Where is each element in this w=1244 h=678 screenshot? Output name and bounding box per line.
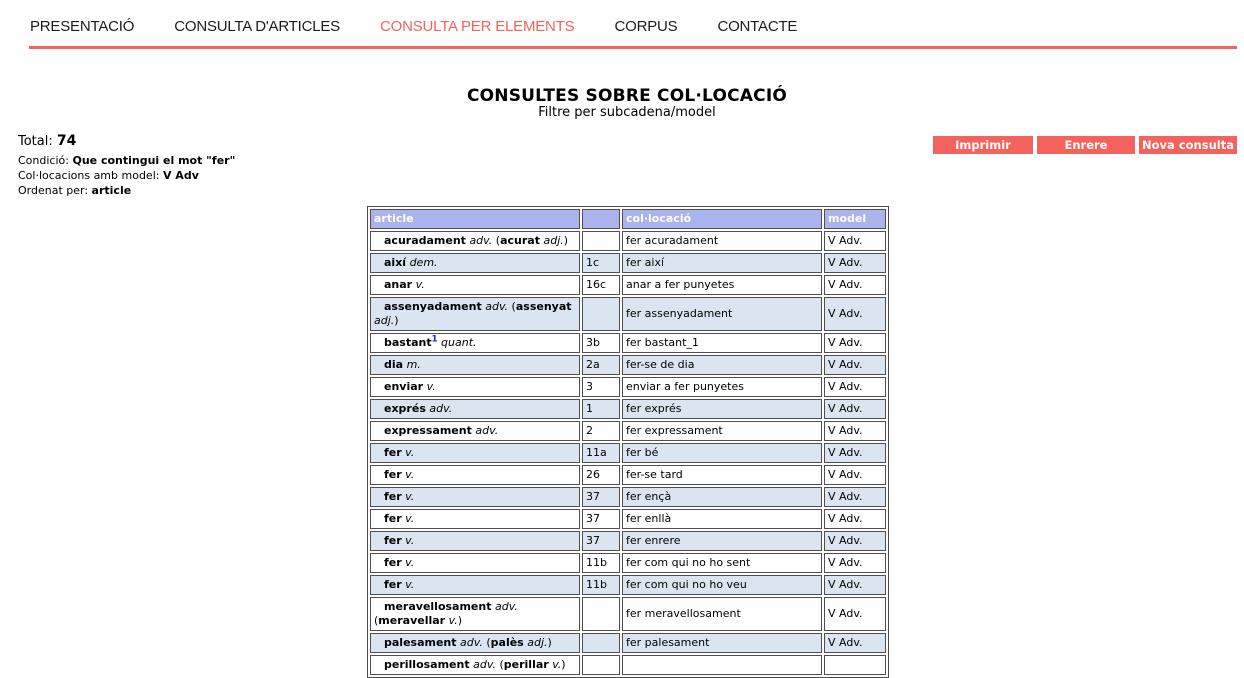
sense-cell: 1c [582, 253, 620, 273]
collocation-cell: fer com qui no ho sent [622, 553, 822, 573]
article-cell: enviar v. [370, 377, 580, 397]
table-row [370, 333, 886, 353]
sense-cell [582, 633, 620, 653]
results-table [367, 206, 889, 678]
summary-order-value: article [91, 184, 132, 197]
article-cell: fer v. [370, 553, 580, 573]
table-row [370, 575, 886, 595]
article-cell: anar v. [370, 275, 580, 295]
article-cell: fer v. [370, 443, 580, 463]
collocation-cell: fer exprés [622, 399, 822, 419]
sense-cell: 3 [582, 377, 620, 397]
model-cell [824, 655, 886, 675]
article-cell: bastant$^1$ quant. [370, 333, 580, 353]
toolbar [933, 136, 1237, 154]
table-row [370, 509, 886, 529]
table-row [370, 421, 886, 441]
table-row [370, 377, 886, 397]
results-table-body [370, 231, 886, 675]
sense-cell: 16c [582, 275, 620, 295]
collocation-cell: fer enllà [622, 509, 822, 529]
sense-cell [582, 597, 620, 631]
table-row [370, 465, 886, 485]
article-cell: assenyadament adv. (assenyat adj.) [370, 297, 580, 331]
collocation-cell [622, 655, 822, 675]
collocation-cell: fer així [622, 253, 822, 273]
summary-total-value: 74 [56, 133, 77, 149]
collocation-cell: fer assenyadament [622, 297, 822, 331]
col-header-article: article [370, 209, 580, 229]
summary-model-value: V Adv [162, 169, 199, 182]
sense-cell: 2 [582, 421, 620, 441]
sense-cell: 3b [582, 333, 620, 353]
table-row [370, 275, 886, 295]
summary-total [18, 134, 235, 149]
summary-model-label: Col·locacions amb model: [18, 169, 160, 182]
article-cell: dia m. [370, 355, 580, 375]
sense-cell: 11b [582, 575, 620, 595]
col-header-collocation: col·locació [622, 209, 822, 229]
model-cell: V Adv. [824, 377, 886, 397]
model-cell: V Adv. [824, 633, 886, 653]
col-header-model: model [824, 209, 886, 229]
table-row [370, 231, 886, 251]
collocation-cell: enviar a fer punyetes [622, 377, 822, 397]
model-cell: V Adv. [824, 597, 886, 631]
sense-cell: 37 [582, 487, 620, 507]
model-cell: V Adv. [824, 509, 886, 529]
nav-item-corpus[interactable]: CORPUS [614, 18, 678, 35]
sense-cell [582, 655, 620, 675]
nav-item-consulta-articles[interactable]: CONSULTA D'ARTICLES [174, 18, 340, 35]
collocation-cell: fer bastant_1 [622, 333, 822, 353]
model-cell: V Adv. [824, 465, 886, 485]
article-cell: meravellosament adv. (meravellar v.) [370, 597, 580, 631]
sense-cell: 1 [582, 399, 620, 419]
sense-cell: 26 [582, 465, 620, 485]
model-cell: V Adv. [824, 333, 886, 353]
collocation-cell: fer ençà [622, 487, 822, 507]
sense-cell: 2a [582, 355, 620, 375]
table-row [370, 443, 886, 463]
summary-condition-label: Condició: [18, 154, 69, 167]
article-cell: així dem. [370, 253, 580, 273]
model-cell: V Adv. [824, 487, 886, 507]
table-header-row [370, 209, 886, 229]
col-header-sense [582, 209, 620, 229]
table-row [370, 597, 886, 631]
nav-item-presentacio[interactable]: PRESENTACIÓ [30, 18, 135, 35]
collocation-cell: fer acuradament [622, 231, 822, 251]
nav-item-contacte[interactable]: CONTACTE [717, 18, 798, 35]
top-nav [30, 18, 797, 35]
table-row [370, 655, 886, 675]
model-cell: V Adv. [824, 231, 886, 251]
article-cell: palesament adv. (palès adj.) [370, 633, 580, 653]
table-row [370, 633, 886, 653]
article-cell: fer v. [370, 487, 580, 507]
query-summary [18, 134, 235, 198]
model-cell: V Adv. [824, 553, 886, 573]
print-button[interactable]: Imprimir [933, 136, 1033, 154]
sense-cell [582, 231, 620, 251]
article-cell: exprés adv. [370, 399, 580, 419]
model-cell: V Adv. [824, 275, 886, 295]
table-row [370, 297, 886, 331]
sense-cell: 37 [582, 509, 620, 529]
collocation-cell: fer expressament [622, 421, 822, 441]
table-row [370, 553, 886, 573]
nav-underline [29, 46, 1237, 49]
summary-order [18, 183, 235, 198]
model-cell: V Adv. [824, 253, 886, 273]
article-cell: perillosament adv. (perillar v.) [370, 655, 580, 675]
model-cell: V Adv. [824, 575, 886, 595]
summary-model [18, 168, 235, 183]
sense-cell: 37 [582, 531, 620, 551]
collocation-cell: fer bé [622, 443, 822, 463]
article-cell: fer v. [370, 531, 580, 551]
collocation-cell: fer meravellosament [622, 597, 822, 631]
page-title: CONSULTES SOBRE COL·LOCACIÓ [466, 86, 788, 106]
model-cell: V Adv. [824, 443, 886, 463]
table-row [370, 487, 886, 507]
model-cell: V Adv. [824, 399, 886, 419]
collocation-cell: fer-se tard [622, 465, 822, 485]
summary-condition-value: Que contingui el mot "fer" [72, 154, 236, 167]
back-button[interactable]: Enrere [1037, 136, 1135, 154]
article-cell: expressament adv. [370, 421, 580, 441]
collocation-cell: fer com qui no ho veu [622, 575, 822, 595]
article-cell: acuradament adv. (acurat adj.) [370, 231, 580, 251]
collocation-cell: fer palesament [622, 633, 822, 653]
page-subtitle: Filtre per subcadena/model [538, 105, 716, 120]
sense-cell: 11b [582, 553, 620, 573]
nav-item-consulta-elements[interactable]: CONSULTA PER ELEMENTS [380, 18, 575, 35]
collocation-cell: fer enrere [622, 531, 822, 551]
summary-condition [18, 153, 235, 168]
table-row [370, 253, 886, 273]
table-row [370, 399, 886, 419]
collocation-cell: anar a fer punyetes [622, 275, 822, 295]
collocation-cell: fer-se de dia [622, 355, 822, 375]
summary-total-label: Total: [18, 134, 53, 149]
new-query-button[interactable]: Nova consulta [1139, 136, 1237, 154]
article-cell: fer v. [370, 575, 580, 595]
article-cell: fer v. [370, 509, 580, 529]
model-cell: V Adv. [824, 421, 886, 441]
sense-cell: 11a [582, 443, 620, 463]
model-cell: V Adv. [824, 297, 886, 331]
article-cell: fer v. [370, 465, 580, 485]
sense-cell [582, 297, 620, 331]
model-cell: V Adv. [824, 355, 886, 375]
summary-order-label: Ordenat per: [18, 184, 89, 197]
table-row [370, 355, 886, 375]
table-row [370, 531, 886, 551]
model-cell: V Adv. [824, 531, 886, 551]
